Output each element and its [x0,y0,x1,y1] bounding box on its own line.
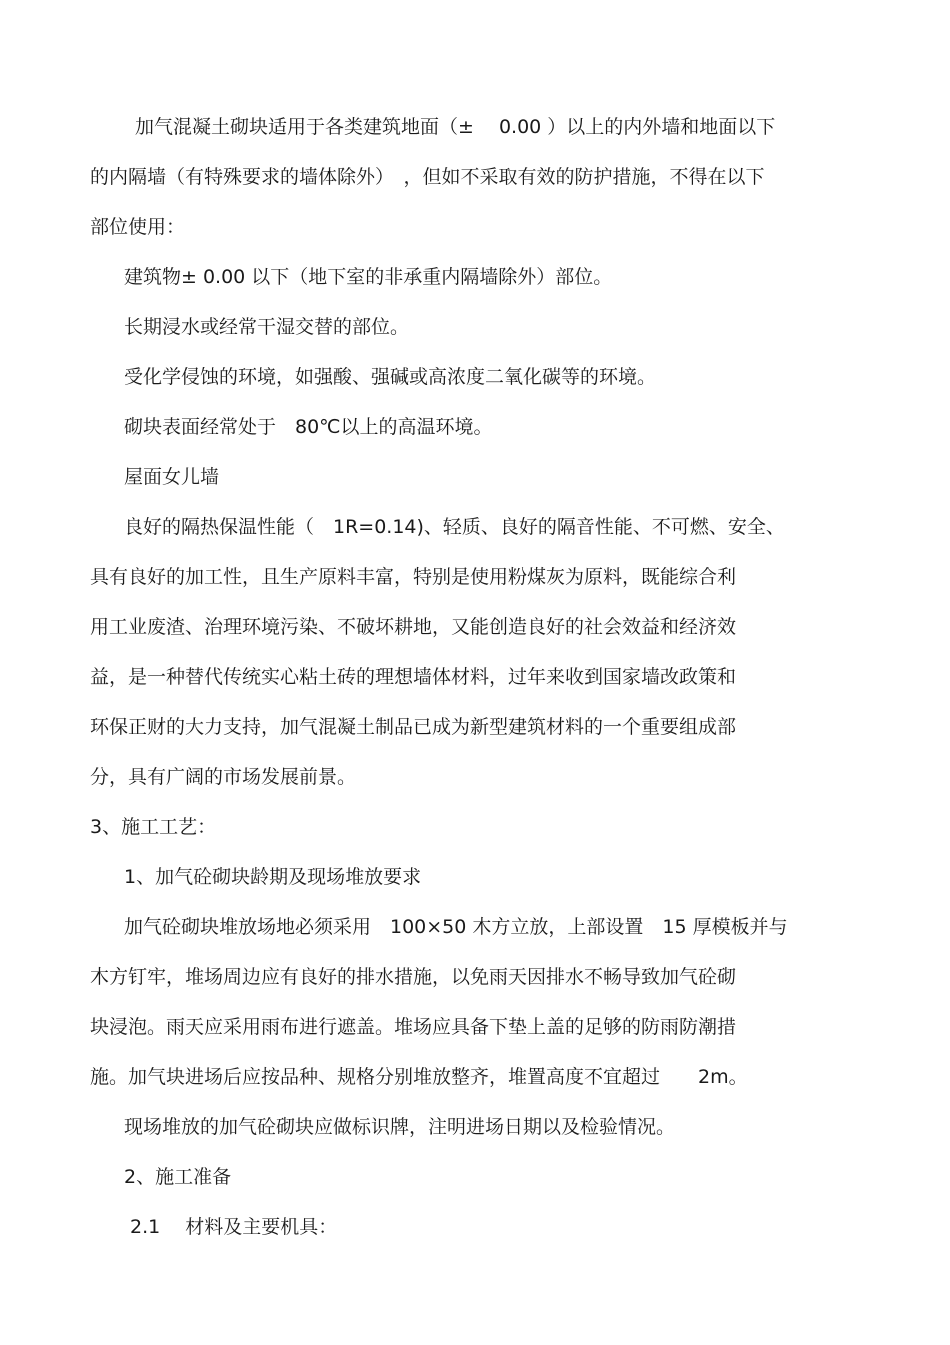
section-heading-3: 3、施工工艺： [90,816,217,838]
text-line-21: 现场堆放的加气砼砌块应做标识牌，注明进场日期以及检验情况。 [124,1116,676,1138]
text-line-7: 砌块表面经常处于 80℃以上的高温环境。 [124,416,493,438]
text-line-4: 建筑物± 0.00 以下（地下室的非承重内隔墙除外）部位。 [124,266,613,288]
text-line-8: 屋面女儿墙 [124,466,220,488]
subsection-heading-2: 2、施工准备 [124,1166,232,1188]
text-line-13: 环保正财的大力支持，加气混凝土制品已成为新型建筑材料的一个重要组成部 [90,716,737,738]
text-line-18: 木方钉牢，堆场周边应有良好的排水措施，以免雨天因排水不畅导致加气砼砌 [90,966,737,988]
subsection-heading-1: 1、加气砼砌块龄期及现场堆放要求 [124,866,422,888]
text-line-3: 部位使用： [90,216,186,238]
text-line-2: 的内隔墙（有特殊要求的墙体除外） ，但如不采取有效的防护措施，不得在以下 [90,166,765,188]
text-line-9: 良好的隔热保温性能（ 1R=0.14)、轻质、良好的隔音性能、不可燃、安全、 [124,516,785,538]
text-line-11: 用工业废渣、治理环境污染、不破坏耕地，又能创造良好的社会效益和经济效 [90,616,737,638]
text-line-6: 受化学侵蚀的环境，如强酸、强碱或高浓度二氧化碳等的环境。 [124,366,657,388]
text-line-20: 施。加气块进场后应按品种、规格分别堆放整齐，堆置高度不宜超过 2m。 [90,1066,748,1088]
text-line-5: 长期浸水或经常干湿交替的部位。 [124,316,410,338]
text-line-14: 分，具有广阔的市场发展前景。 [90,766,357,788]
text-line-12: 益，是一种替代传统实心粘土砖的理想墙体材料，过年来收到国家墙改政策和 [90,666,737,688]
text-line-19: 块浸泡。雨天应采用雨布进行遮盖。堆场应具备下垫上盖的足够的防雨防潮措 [90,1016,737,1038]
subsection-heading-2-1: 2.1 材料及主要机具： [130,1216,338,1238]
text-line-17: 加气砼砌块堆放场地必须采用 100×50 木方立放，上部设置 15 厚模板并与 [124,916,788,938]
text-line-1: 加气混凝土砌块适用于各类建筑地面（± 0.00 ）以上的内外墙和地面以下 [135,116,776,138]
text-line-10: 具有良好的加工性，且生产原料丰富，特别是使用粉煤灰为原料，既能综合利 [90,566,737,588]
